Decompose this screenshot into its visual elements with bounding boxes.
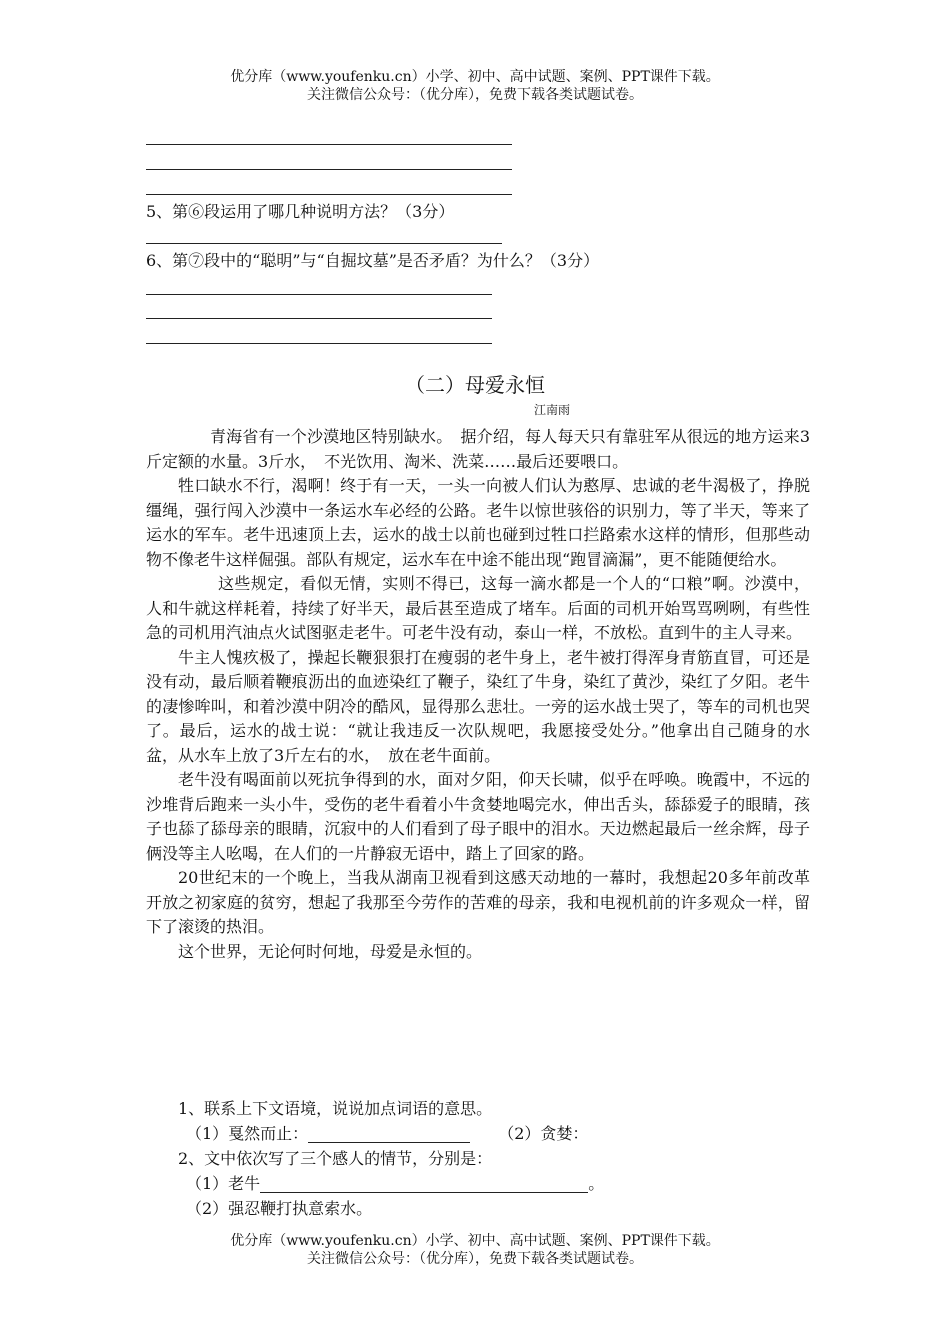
question-2: 2、文中依次写了三个感人的情节，分别是： [178, 1149, 493, 1168]
question-1b-label: （2）贪婪： [498, 1124, 589, 1143]
question-1a-label: （1）戛然而止： [186, 1124, 309, 1143]
answer-line [146, 318, 492, 319]
footer-line-2: 关注微信公众号：（优分库），免费下载各类试题试卷。 [307, 1251, 643, 1267]
question-2-1-label: （1）老牛 [186, 1174, 261, 1193]
answer-line [146, 194, 512, 195]
page-header [0, 68, 950, 104]
answer-blank [308, 1124, 470, 1143]
paragraph-2: 牲口缺水不行，渴啊！终于有一天，一头一向被人们认为憨厚、忠诚的老牛渴极了，挣脱缰绳，强行闯入沙漠中一条运水车必经的公路。老牛以惊世骇俗的识别力，等了半天，等来了运水的军车。老牛迅速顶上去，运水的战士以前也碰到过牲口拦路索水这样的情形，但那些动物不像老牛这样倔强。部队有规定，运水车在中途不能出现“跑冒滴漏”，更不能随便给水。 [146, 476, 810, 569]
question-6: 6、第⑦段中的“聪明”与“自掘坟墓”是否矛盾？为什么？（3分） [146, 251, 600, 270]
period: 。 [588, 1174, 605, 1193]
paragraph-5: 老牛没有喝面前以死抗争得到的水，面对夕阳，仰天长啸，似乎在呼唤。晚霞中，不远的沙堆背后跑来一头小牛，受伤的老牛看着小牛贪婪地喝完水，伸出舌头，舔舔爱子的眼睛，孩子也舔了舔母亲的眼睛，沉寂中的人们看到了母子眼中的泪水。天边燃起最后一丝余辉，母子俩没等主人吆喝，在人们的一片静寂无语中，踏上了回家的路。 [146, 770, 810, 863]
header-line-2: 关注微信公众号：（优分库），免费下载各类试题试卷。 [307, 87, 643, 103]
answer-line [146, 144, 512, 145]
article-body [146, 425, 810, 964]
footer-line-1: 优分库（www.youfenku.cn）小学、初中、高中试题、案例、PPT课件下载。 [230, 1233, 720, 1249]
paragraph-1: 青海省有一个沙漠地区特别缺水。 据介绍，每人每天只有靠驻军从很远的地方运来3斤定额的水量。3斤水， 不光饮用、淘米、洗菜……最后还要喂口。 [146, 427, 810, 471]
question-2-1-row [186, 1172, 604, 1196]
header-line-1: 优分库（www.youfenku.cn）小学、初中、高中试题、案例、PPT课件下载。 [230, 69, 720, 85]
question-2-2: （2）强忍鞭打执意索水。 [186, 1199, 373, 1218]
page-footer [0, 1232, 950, 1268]
question-5: 5、第⑥段运用了哪几种说明方法？（3分） [146, 202, 455, 221]
answer-line [146, 294, 492, 295]
answer-blank [260, 1174, 588, 1193]
article-title: （二）母爱永恒 [405, 373, 545, 397]
answer-line [146, 169, 512, 170]
paragraph-4: 牛主人愧疚极了，操起长鞭狠狠打在瘦弱的老牛身上，老牛被打得浑身青筋直冒，可还是没有动，最后顺着鞭痕沥出的血迹染红了鞭子，染红了牛身，染红了黄沙，染红了夕阳。老牛的凄惨哞叫，和着沙漠中阴冷的酷风，显得那么悲壮。一旁的运水战士哭了，等车的司机也哭了。最后，运水的战士说：“就让我违反一次队规吧，我愿接受处分。”他拿出自己随身的水盆，从水车上放了3斤左右的水， 放在老牛面前。 [146, 647, 810, 765]
answer-line [146, 243, 502, 244]
paragraph-3: 这些规定，看似无情，实则不得已，这每一滴水都是一个人的“口粮”啊。沙漠中，人和牛就这样耗着，持续了好半天，最后甚至造成了堵车。后面的司机开始骂骂咧咧，有些性急的司机用汽油点火试图驱走老牛。可老牛没有动，泰山一样，不放松。直到牛的主人寻来。 [146, 574, 810, 642]
question-1a-row [186, 1122, 588, 1146]
question-1: 1、联系上下文语境，说说加点词语的意思。 [178, 1099, 493, 1118]
paragraph-6: 20世纪末的一个晚上，当我从湖南卫视看到这感天动地的一幕时，我想起20多年前改革开放之初家庭的贫穷，想起了我那至今劳作的苦难的母亲，我和电视机前的许多观众一样，留下了滚烫的热泪。 [146, 868, 810, 936]
answer-line [146, 343, 492, 344]
paragraph-7: 这个世界，无论何时何地，母爱是永恒的。 [178, 941, 483, 961]
article-author: 江南雨 [534, 403, 571, 417]
